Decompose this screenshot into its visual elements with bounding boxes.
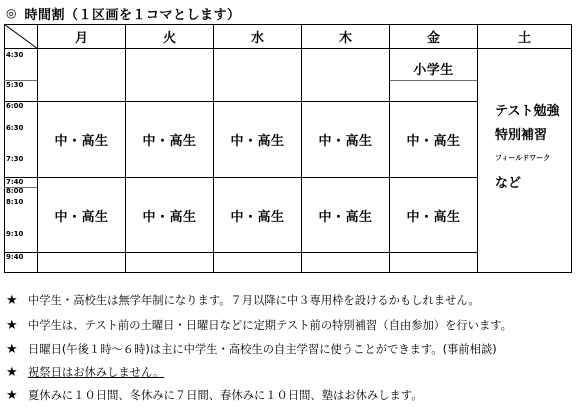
class-cell: 中・高生: [230, 209, 285, 225]
time-label: 8:00: [6, 187, 24, 195]
target-icon: ◎: [6, 6, 17, 20]
saturday-line: テスト勉強: [495, 104, 560, 119]
note-text: 日曜日(午後１時～６時)は主に中学生・高校生の自主学習に使うことができます。(事前相談): [28, 343, 497, 356]
saturday-line: 特別補習: [495, 128, 548, 143]
day-header: 月: [74, 30, 88, 46]
time-label: 6:00: [6, 102, 24, 110]
class-cell: 中・高生: [54, 134, 109, 149]
class-cell: 中・高生: [230, 134, 285, 149]
star-icon: ★: [6, 387, 18, 403]
class-cell: 中・高生: [142, 209, 197, 225]
note-text: 中学生・高校生は無学年制になります。７月以降に中３専用枠を設けるかもしれません。: [28, 294, 480, 307]
note-item: [6, 292, 480, 308]
class-cell: 中・高生: [142, 134, 197, 149]
day-header: 金: [426, 30, 440, 46]
star-icon: ★: [6, 317, 18, 333]
class-cell-friday-early: 小学生: [413, 62, 454, 78]
col-divider: [477, 24, 478, 273]
page-title: [6, 4, 241, 22]
time-label: 9:40: [6, 253, 24, 261]
day-header: 土: [517, 30, 531, 46]
class-cell: 中・高生: [318, 134, 373, 149]
saturday-line: など: [495, 176, 522, 191]
note-text: 夏休みに１０日間、冬休みに７日間、春休みに１０日間、塾はお休みします。: [28, 389, 423, 402]
star-icon: ★: [6, 364, 18, 380]
time-label: 7:40: [6, 178, 24, 186]
note-item: [6, 387, 423, 403]
saturday-line-small: フィールドワーク: [495, 154, 551, 162]
class-cell: 中・高生: [318, 209, 373, 225]
corner-diagonal: [4, 24, 38, 49]
grid-border-right: [571, 24, 572, 273]
time-label: 9:10: [6, 230, 24, 238]
class-cell: 中・高生: [54, 209, 109, 225]
time-label: 4:30: [6, 51, 24, 59]
friday-early-divider: [390, 80, 477, 81]
time-label: 5:30: [6, 81, 24, 89]
row-divider: [4, 252, 478, 253]
header-divider: [4, 48, 572, 49]
day-header: 火: [162, 30, 176, 46]
star-icon: ★: [6, 341, 18, 357]
class-cell: 中・高生: [406, 209, 461, 225]
day-header: 水: [250, 30, 264, 46]
note-item: [6, 341, 497, 357]
timetable-grid: [4, 24, 572, 273]
class-cell: 中・高生: [406, 134, 461, 149]
timetable-title: 時間割（１区画を１コマとします）: [24, 7, 241, 23]
time-label: 8:10: [6, 198, 24, 206]
note-text: 祝祭日はお休みしません。: [28, 366, 165, 379]
time-label: 6:30: [6, 124, 24, 132]
note-text: 中学生は、テスト前の土曜日・日曜日などに定期テスト前の特別補習（自由参加）を行います。: [28, 319, 512, 332]
note-item: [6, 317, 512, 333]
star-icon: ★: [6, 292, 18, 308]
day-header: 木: [338, 30, 352, 46]
grid-border-left: [4, 24, 5, 273]
time-label: 7:30: [6, 155, 24, 163]
note-item: [6, 364, 164, 380]
grid-border-bottom: [4, 272, 572, 273]
